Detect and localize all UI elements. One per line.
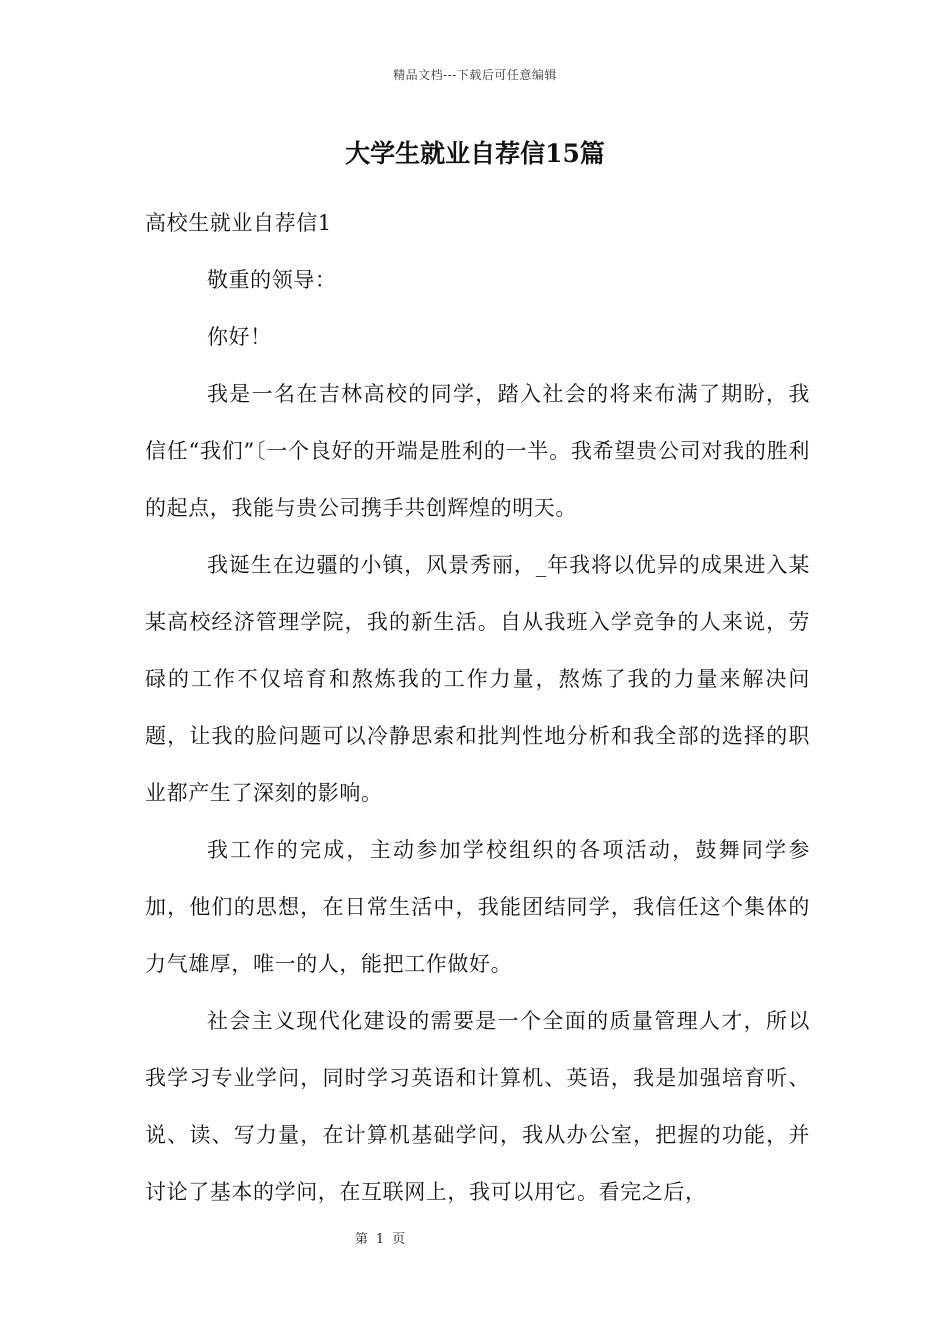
salutation: 敬重的领导： [206, 268, 337, 292]
body-paragraph: 我工作的完成，主动参加学校组织的各项活动，鼓舞同学参加，他们的思想，在日常生活中，我能团结同学，我信任这个集体的力气雄厚，唯一的人，能把工作做好。 [145, 838, 810, 976]
document-title: 大学生就业自荐信15篇 [345, 139, 605, 168]
document-body [145, 195, 810, 1221]
page-number-suffix: 页 [392, 1232, 406, 1247]
page-header: 精品文档---下载后可任意编辑 [393, 68, 557, 82]
body-paragraph: 我是一名在吉林高校的同学，踏入社会的将来布满了期盼，我信任“我们”〔一个良好的开端是胜利的一半。我希望贵公司对我的胜利的起点，我能与贵公司携手共创辉煌的明天。 [145, 382, 810, 520]
page-footer [0, 1228, 760, 1247]
page-number-prefix: 第 [354, 1232, 368, 1247]
section-title: 高校生就业自荐信1 [145, 211, 332, 235]
page-number: 1 [375, 1232, 385, 1247]
greeting: 你好！ [206, 325, 272, 349]
body-paragraph: 社会主义现代化建设的需要是一个全面的质量管理人才，所以我学习专业学问，同时学习英语和计算机、英语，我是加强培育听、说、读、写力量，在计算机基础学问，我从办公室，把握的功能，并讨论了基本的学问，在互联网上，我可以用它。看完之后， [145, 1009, 810, 1204]
body-paragraph: 我诞生在边疆的小镇，风景秀丽，_年我将以优异的成果进入某某高校经济管理学院，我的新生活。自从我班入学竞争的人来说，劳碌的工作不仅培育和熬炼我的工作力量，熬炼了我的力量来解决问题，让我的脸问题可以冷静思索和批判性地分析和我全部的选择的职业都产生了深刻的影响。 [145, 553, 810, 805]
